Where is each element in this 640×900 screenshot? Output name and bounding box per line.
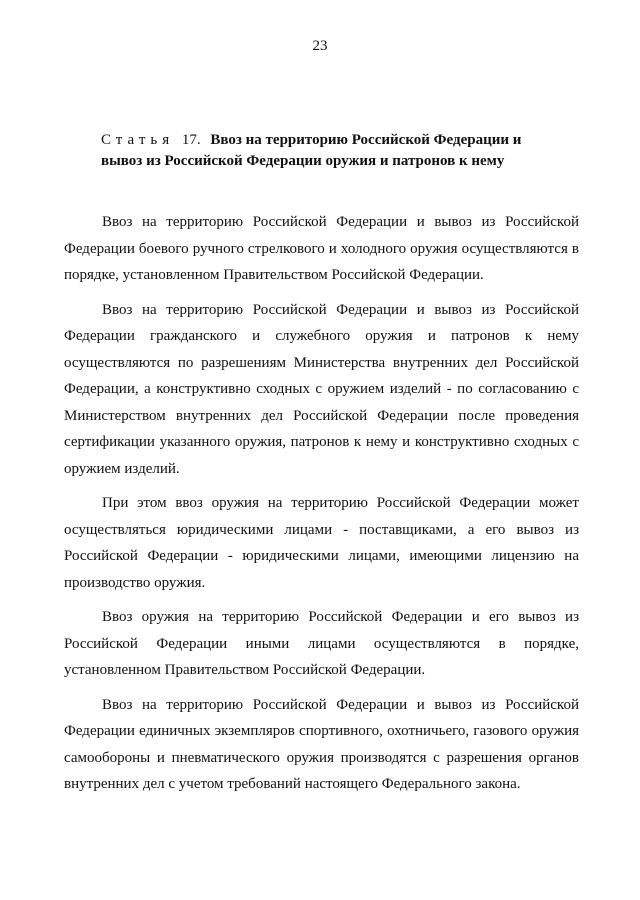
article-heading — [101, 130, 541, 172]
article-body — [64, 209, 579, 806]
paragraph: Ввоз оружия на территорию Российской Федерации и его вывоз из Российской Федерации иными лицами осуществляются в порядке, установленном Правительством Российской Федерации. — [64, 609, 579, 678]
paragraph: Ввоз на территорию Российской Федерации и вывоз из Российской Федерации гражданского и служебного оружия и патронов к нему осуществляются по разрешениям Министерства внутренних дел Российской Федерации, а конструктивно сходных с оружием изделий - по согласованию с Министерством внутренних дел Российской Федерации после проведения сертификации указанного оружия, патронов к нему и конструктивно сходных с оружием изделий. — [64, 301, 579, 477]
article-label: Статья — [101, 132, 175, 148]
paragraph: Ввоз на территорию Российской Федерации и вывоз из Российской Федерации боевого ручного стрелкового и холодного оружия осуществляются в порядке, установленном Правительством Российской Федерации. — [64, 214, 579, 283]
article-number: 17. — [181, 132, 201, 148]
paragraph: При этом ввоз оружия на территорию Российской Федерации может осуществляться юридическими лицами - поставщиками, а его вывоз из Российской Федерации - юридическими лицами, имеющими лицензию на производство оружия. — [64, 495, 579, 591]
article-title: Ввоз на территорию Российской Федерации и вывоз из Российской Федерации оружия и патронов к нему — [101, 132, 522, 169]
paragraph: Ввоз на территорию Российской Федерации и вывоз из Российской Федерации единичных экземпляров спортивного, охотничьего, газового оружия самообороны и пневматического оружия производятся с разрешения органов внутренних дел с учетом требований настоящего Федерального закона. — [64, 696, 579, 792]
page-number: 23 — [312, 38, 328, 54]
